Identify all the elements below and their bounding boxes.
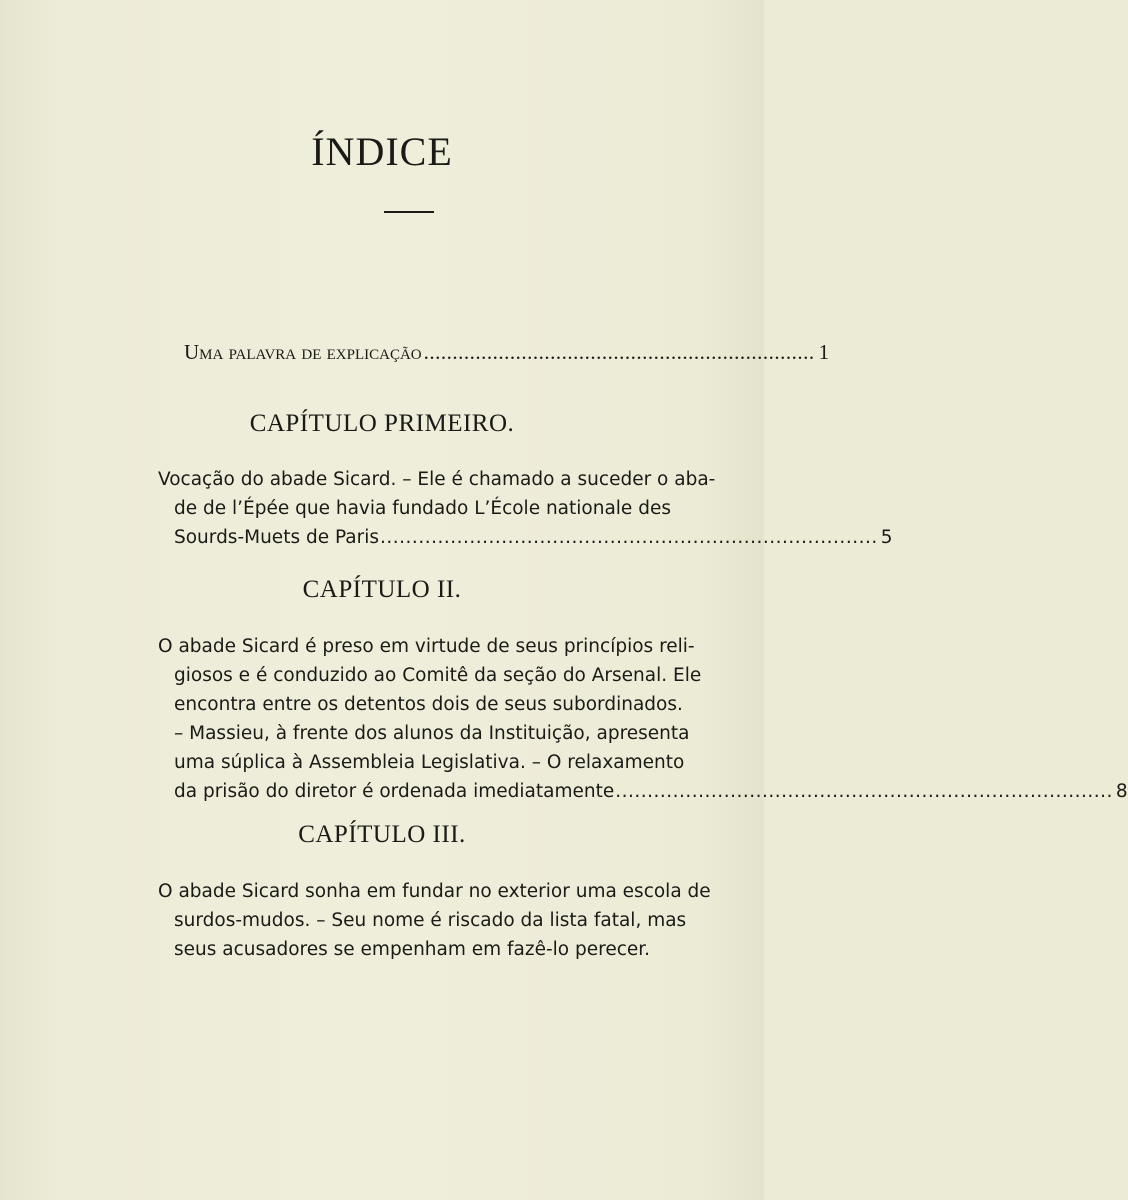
- chapter-heading-2: CAPÍTULO II.: [302, 576, 462, 603]
- summary-line-with-page: [158, 523, 893, 552]
- chapter-summary-3: [158, 877, 711, 964]
- page-number: 8: [1115, 781, 1128, 802]
- chapter-summary-2: [158, 632, 1128, 806]
- summary-line: – Massieu, à frente dos alunos da Instituição, apresenta: [174, 723, 690, 744]
- page-title: ÍNDICE: [311, 129, 453, 174]
- summary-line: Vocação do abade Sicard. – Ele é chamado a suceder o aba-: [158, 469, 716, 490]
- summary-line: de de l’Épée que havia fundado L’École nationale des: [174, 498, 671, 519]
- toc-entry-front: [184, 340, 830, 365]
- page-number: 1: [818, 340, 830, 364]
- chapter-summary-1: [158, 465, 893, 552]
- page-number: 5: [880, 527, 893, 548]
- summary-line: O abade Sicard sonha em fundar no exterior uma escola de: [158, 881, 711, 902]
- dot-leader: ..............................................................................: [380, 527, 878, 548]
- summary-line-text: da prisão do diretor é ordenada imediatamente: [174, 781, 615, 802]
- summary-line: uma súplica à Assembleia Legislativa. – O relaxamento: [174, 752, 685, 773]
- dot-leader: ..............................................................................: [615, 781, 1113, 802]
- toc-entry-label: Uma palavra de explicação: [184, 340, 422, 364]
- summary-line: encontra entre os detentos dois de seus subordinados.: [174, 694, 683, 715]
- chapter-heading-3: CAPÍTULO III.: [298, 821, 466, 848]
- dot-leader: ....................................................................: [423, 340, 815, 364]
- summary-line-with-page: [158, 777, 1128, 806]
- chapter-heading-1: CAPÍTULO PRIMEIRO.: [249, 410, 515, 437]
- summary-line: O abade Sicard é preso em virtude de seus princípios reli-: [158, 636, 695, 657]
- summary-line: seus acusadores se empenham em fazê-lo perecer.: [174, 939, 651, 960]
- summary-line: surdos-mudos. – Seu nome é riscado da lista fatal, mas: [174, 910, 687, 931]
- title-rule: [384, 211, 434, 213]
- summary-line: giosos e é conduzido ao Comitê da seção do Arsenal. Ele: [174, 665, 702, 686]
- summary-line-text: Sourds-Muets de Paris: [174, 527, 380, 548]
